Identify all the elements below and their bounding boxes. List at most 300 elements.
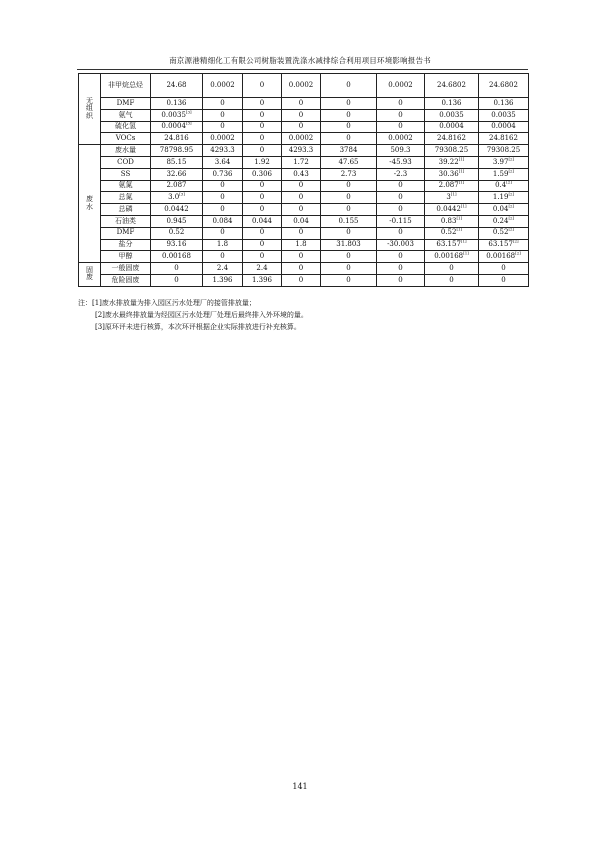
value-cell <box>479 251 529 263</box>
cell-value: 0 <box>501 263 506 272</box>
value-cell <box>282 192 321 204</box>
pollutant-name: 危险固废 <box>101 274 151 286</box>
cell-value: 3.0 <box>168 193 180 202</box>
table-row <box>79 168 529 180</box>
value-cell <box>479 145 529 157</box>
value-cell <box>425 145 479 157</box>
cell-value: 0 <box>501 275 506 284</box>
cell-value: 0 <box>298 252 304 261</box>
cell-value: 63.157 <box>436 240 461 249</box>
footnote-ref: [1] <box>458 168 465 174</box>
value-cell <box>243 168 282 180</box>
value-cell <box>425 180 479 192</box>
value-cell <box>282 227 321 239</box>
cell-value: 0.0035 <box>439 110 464 119</box>
value-cell <box>282 204 321 216</box>
footnote-ref: [3] <box>185 121 192 126</box>
value-cell <box>479 239 529 251</box>
value-cell <box>203 156 243 168</box>
cell-value: 0.0002 <box>388 80 413 89</box>
cell-value: 0.945 <box>166 216 187 225</box>
cell-value: 0 <box>259 228 265 237</box>
value-cell <box>479 180 529 192</box>
value-cell <box>282 98 321 110</box>
cell-value: 0 <box>398 193 403 202</box>
value-cell <box>243 156 282 168</box>
value-cell <box>321 251 377 263</box>
value-cell <box>321 98 377 110</box>
table-row <box>79 180 529 192</box>
value-cell <box>425 227 479 239</box>
value-cell <box>321 133 377 145</box>
cell-value: 2.73 <box>340 169 357 178</box>
cell-value: 0 <box>449 275 454 284</box>
table-row <box>79 133 529 145</box>
footnote-ref: [1] <box>458 156 465 162</box>
pollutant-name: DMF <box>101 227 151 239</box>
value-cell <box>203 168 243 180</box>
value-cell <box>377 74 425 98</box>
cell-value: 24.8162 <box>489 134 518 143</box>
note-prefix: 注： <box>78 299 92 307</box>
value-cell <box>425 239 479 251</box>
pollutant-name: 总磷 <box>101 204 151 216</box>
footnote-ref: [2] <box>508 191 515 197</box>
value-cell <box>321 239 377 251</box>
value-cell <box>479 156 529 168</box>
value-cell <box>425 109 479 121</box>
value-cell <box>151 121 203 133</box>
pollutant-name: COD <box>101 156 151 168</box>
value-cell <box>243 227 282 239</box>
cell-value: 2.4 <box>216 263 229 272</box>
value-cell <box>321 145 377 157</box>
value-cell <box>321 74 377 98</box>
cell-value: 0 <box>220 110 225 119</box>
table-row <box>79 192 529 204</box>
value-cell <box>243 133 282 145</box>
cell-value: 3.97 <box>492 157 509 166</box>
value-cell <box>377 109 425 121</box>
value-cell <box>479 215 529 227</box>
cell-value: 0 <box>174 275 179 284</box>
pollutant-name: 盐分 <box>101 239 151 251</box>
footnote-ref: [2] <box>515 250 521 256</box>
cell-value: 0.24 <box>492 216 509 225</box>
value-cell <box>203 145 243 157</box>
cell-value: 0.136 <box>166 98 187 107</box>
value-cell <box>425 263 479 275</box>
cell-value: 0.0002 <box>210 134 235 143</box>
value-cell <box>479 274 529 286</box>
value-cell <box>282 263 321 275</box>
value-cell <box>425 274 479 286</box>
cell-value: 3.64 <box>214 157 231 166</box>
value-cell <box>282 156 321 168</box>
category-label: 无组织 <box>86 97 93 120</box>
value-cell <box>203 204 243 216</box>
cell-value: 0.52 <box>440 228 457 237</box>
cell-value: 0 <box>298 263 304 272</box>
value-cell <box>203 180 243 192</box>
cell-value: 0 <box>259 193 265 202</box>
value-cell <box>151 192 203 204</box>
category-label: 固废 <box>86 266 93 282</box>
table-row <box>79 215 529 227</box>
cell-value: 0.306 <box>251 169 273 178</box>
cell-value: 0 <box>398 181 403 190</box>
footnote-ref: [1] <box>458 180 465 185</box>
cell-value: 0 <box>398 275 403 284</box>
cell-value: 509.3 <box>390 145 411 154</box>
cell-value: 0 <box>346 193 351 202</box>
cell-value: 0 <box>220 228 225 237</box>
cell-value: 0.83 <box>440 216 457 225</box>
value-cell <box>425 156 479 168</box>
value-cell <box>203 98 243 110</box>
value-cell <box>321 274 377 286</box>
cell-value: 32.66 <box>166 169 187 178</box>
pollutant-name: 一般固废 <box>101 263 151 275</box>
cell-value: 0 <box>298 98 304 107</box>
cell-value: 79308.25 <box>486 145 521 154</box>
page-number: 141 <box>292 782 308 791</box>
value-cell <box>243 145 282 157</box>
category-cell <box>79 145 101 263</box>
value-cell <box>282 239 321 251</box>
value-cell <box>425 98 479 110</box>
table-row <box>79 239 529 251</box>
value-cell <box>377 168 425 180</box>
cell-value: 0 <box>259 110 265 119</box>
cell-value: 0.0442 <box>436 204 461 213</box>
cell-value: 0 <box>259 122 265 131</box>
cell-value: 24.8162 <box>437 134 466 143</box>
category-cell <box>79 263 101 287</box>
pollutant-name: 非甲烷总烃 <box>101 74 151 98</box>
cell-value: 0 <box>346 98 351 107</box>
cell-value: 0 <box>346 275 351 284</box>
value-cell <box>282 74 321 98</box>
cell-value: 0 <box>398 263 403 272</box>
footnote-ref: [2] <box>508 156 515 162</box>
cell-value: 0 <box>398 204 403 213</box>
cell-value: 0 <box>259 80 265 89</box>
running-header: 南京源港精细化工有限公司树脂装置洗涤水减排综合利用项目环境影响报告书 <box>169 56 431 65</box>
value-cell <box>282 133 321 145</box>
value-cell <box>243 98 282 110</box>
value-cell <box>479 98 529 110</box>
cell-value: 0.00168 <box>486 252 516 261</box>
pollutant-name: 甲醇 <box>101 251 151 263</box>
cell-value: 0.044 <box>251 216 273 225</box>
cell-value: 63.157 <box>488 240 513 249</box>
value-cell <box>243 263 282 275</box>
footnote-ref: [2] <box>508 168 515 174</box>
value-cell <box>243 121 282 133</box>
cell-value: 2.4 <box>256 263 268 272</box>
value-cell <box>377 98 425 110</box>
note-line-1: 注：[1]废水排放量为排入园区污水处理厂的接管排放量； <box>78 299 256 307</box>
cell-value: -45.93 <box>389 157 412 166</box>
pollutant-name: 废水量 <box>101 145 151 157</box>
cell-value: 0 <box>298 228 304 237</box>
note-line-2: [2]废水最终排放量为经园区污水处理厂处理后最终排入外环境的量。 <box>95 311 308 319</box>
cell-value: 30.36 <box>438 169 459 178</box>
cell-value: 0.0002 <box>388 134 413 143</box>
cell-value: 93.16 <box>166 240 187 249</box>
cell-value: 0 <box>346 204 351 213</box>
value-cell <box>151 180 203 192</box>
cell-value: 0.4 <box>495 181 507 190</box>
cell-value: 1.8 <box>295 240 307 249</box>
cell-value: 0.0442 <box>164 204 189 213</box>
value-cell <box>243 192 282 204</box>
cell-value: 0 <box>449 263 454 272</box>
cell-value: 1.92 <box>254 157 270 166</box>
cell-value: 4293.3 <box>288 145 314 154</box>
value-cell <box>479 192 529 204</box>
value-cell <box>377 145 425 157</box>
value-cell <box>151 251 203 263</box>
value-cell <box>282 145 321 157</box>
cell-value: 85.15 <box>166 157 187 166</box>
cell-value: 0 <box>398 228 403 237</box>
value-cell <box>479 74 529 98</box>
pollutant-name: DMF <box>101 98 151 110</box>
value-cell <box>282 109 321 121</box>
cell-value: 0.00168 <box>162 252 191 261</box>
footnote-ref: [2] <box>506 180 512 185</box>
footnote-ref: [2] <box>508 215 515 221</box>
value-cell <box>377 204 425 216</box>
value-cell <box>321 192 377 204</box>
cell-value: 0.0004 <box>161 122 186 131</box>
pollutant-name: 硫化氢 <box>101 121 151 133</box>
value-cell <box>377 251 425 263</box>
footnote-ref: [1] <box>463 250 469 256</box>
value-cell <box>425 168 479 180</box>
cell-value: 0 <box>259 252 265 261</box>
table-row <box>79 156 529 168</box>
cell-value: 2.087 <box>438 181 459 190</box>
table-row <box>79 227 529 239</box>
value-cell <box>479 204 529 216</box>
value-cell <box>243 274 282 286</box>
cell-value: 0 <box>298 193 304 202</box>
value-cell <box>282 121 321 133</box>
value-cell <box>321 109 377 121</box>
cell-value: 79308.25 <box>434 145 469 154</box>
cell-value: 47.65 <box>338 157 359 166</box>
cell-value: 1.8 <box>216 240 229 249</box>
cell-value: 0 <box>398 252 403 261</box>
cell-value: 0.04 <box>492 204 509 213</box>
cell-value: 4293.3 <box>210 145 235 154</box>
table-row <box>79 121 529 133</box>
value-cell <box>203 227 243 239</box>
cell-value: 0 <box>398 110 403 119</box>
cell-value: 78798.95 <box>159 145 194 154</box>
value-cell <box>321 156 377 168</box>
cell-value: 0 <box>259 134 265 143</box>
value-cell <box>151 156 203 168</box>
value-cell <box>151 239 203 251</box>
table-row <box>79 263 529 275</box>
value-cell <box>377 274 425 286</box>
value-cell <box>479 263 529 275</box>
footnote-ref: [2] <box>512 239 519 244</box>
cell-value: 0.736 <box>212 169 233 178</box>
cell-value: 0 <box>346 263 351 272</box>
value-cell <box>479 133 529 145</box>
value-cell <box>151 133 203 145</box>
value-cell <box>203 215 243 227</box>
cell-value: 0 <box>220 98 225 107</box>
table-row <box>79 251 529 263</box>
value-cell <box>377 192 425 204</box>
cell-value: 24.816 <box>164 134 189 143</box>
cell-value: 0.04 <box>293 216 309 225</box>
value-cell <box>203 192 243 204</box>
cell-value: -30.003 <box>387 240 414 249</box>
value-cell <box>151 215 203 227</box>
footnote-ref: [1] <box>456 215 463 221</box>
value-cell <box>203 239 243 251</box>
cell-value: 0 <box>346 181 351 190</box>
cell-value: 0.0002 <box>210 80 235 89</box>
cell-value: 0.52 <box>492 228 509 237</box>
footnote-ref: [2] <box>508 227 515 233</box>
table-row <box>79 145 529 157</box>
cell-value: 1.59 <box>492 169 509 178</box>
value-cell <box>151 98 203 110</box>
cell-value: 0.43 <box>293 169 309 178</box>
value-cell <box>479 109 529 121</box>
cell-value: 0 <box>346 80 351 89</box>
cell-value: 1.72 <box>293 157 309 166</box>
cell-value: 24.6802 <box>437 80 466 89</box>
cell-value: 0 <box>346 110 351 119</box>
pollutant-name: 氨氮 <box>101 180 151 192</box>
cell-value: -0.115 <box>389 216 412 225</box>
value-cell <box>151 109 203 121</box>
footnote-ref: [2] <box>508 203 515 209</box>
cell-value: 0 <box>346 134 351 143</box>
value-cell <box>425 251 479 263</box>
cell-value: 0.00168 <box>434 252 464 261</box>
value-cell <box>377 227 425 239</box>
value-cell <box>243 109 282 121</box>
value-cell <box>203 109 243 121</box>
value-cell <box>203 74 243 98</box>
cell-value: 0 <box>220 122 225 131</box>
value-cell <box>243 180 282 192</box>
cell-value: 0 <box>259 204 265 213</box>
pollutant-name: 石油类 <box>101 215 151 227</box>
cell-value: 24.68 <box>166 80 187 89</box>
value-cell <box>321 168 377 180</box>
cell-value: 0 <box>220 204 225 213</box>
value-cell <box>321 215 377 227</box>
cell-value: 0 <box>259 181 265 190</box>
cell-value: 39.22 <box>438 157 459 166</box>
cell-value: 0 <box>298 275 304 284</box>
value-cell <box>243 251 282 263</box>
table-row <box>79 109 529 121</box>
cell-value: 0.0002 <box>288 80 314 89</box>
cell-value: 31.803 <box>336 240 361 249</box>
cell-value: 0.136 <box>493 98 514 107</box>
value-cell <box>377 215 425 227</box>
value-cell <box>479 168 529 180</box>
value-cell <box>321 263 377 275</box>
value-cell <box>243 74 282 98</box>
note-line-3: [3]原环评未进行核算，本次环评根据企业实际排放进行补充核算。 <box>95 323 301 331</box>
pollutant-name: SS <box>101 168 151 180</box>
value-cell <box>321 121 377 133</box>
value-cell <box>203 274 243 286</box>
table-notes <box>78 297 528 333</box>
cell-value: 0.0035 <box>161 110 186 119</box>
cell-value: 0 <box>298 181 304 190</box>
cell-value: 1.396 <box>251 275 273 284</box>
value-cell <box>203 121 243 133</box>
cell-value: 0 <box>174 263 179 272</box>
cell-value: 1.19 <box>492 193 509 202</box>
value-cell <box>282 168 321 180</box>
table-row <box>79 274 529 286</box>
value-cell <box>321 227 377 239</box>
cell-value: 0 <box>398 98 403 107</box>
value-cell <box>377 156 425 168</box>
footnote-ref: [1] <box>456 227 463 233</box>
value-cell <box>377 180 425 192</box>
cell-value: 3784 <box>339 145 358 154</box>
value-cell <box>203 263 243 275</box>
value-cell <box>282 215 321 227</box>
value-cell <box>479 121 529 133</box>
cell-value: 0 <box>346 252 351 261</box>
pollutant-name: 总氮 <box>101 192 151 204</box>
value-cell <box>243 215 282 227</box>
cell-value: 0 <box>298 122 304 131</box>
value-cell <box>243 204 282 216</box>
pollutant-name: 氨气 <box>101 109 151 121</box>
value-cell <box>321 180 377 192</box>
footnote-ref: [1] <box>460 203 467 209</box>
cell-value: 0.084 <box>212 216 233 225</box>
cell-value: 0.52 <box>168 228 185 237</box>
value-cell <box>203 133 243 145</box>
value-cell <box>377 133 425 145</box>
value-cell <box>282 274 321 286</box>
value-cell <box>425 133 479 145</box>
footnote-ref: [3] <box>179 191 185 197</box>
cell-value: 0 <box>259 145 265 154</box>
cell-value: 0.136 <box>441 98 462 107</box>
pollutant-name: VOCs <box>101 133 151 145</box>
table-row <box>79 74 529 98</box>
table-row <box>79 98 529 110</box>
table-row <box>79 204 529 216</box>
cell-value: 0.0004 <box>491 122 516 131</box>
value-cell <box>282 251 321 263</box>
value-cell <box>425 74 479 98</box>
cell-value: 0 <box>346 228 351 237</box>
cell-value: 0 <box>398 122 403 131</box>
cell-value: 0 <box>220 252 225 261</box>
